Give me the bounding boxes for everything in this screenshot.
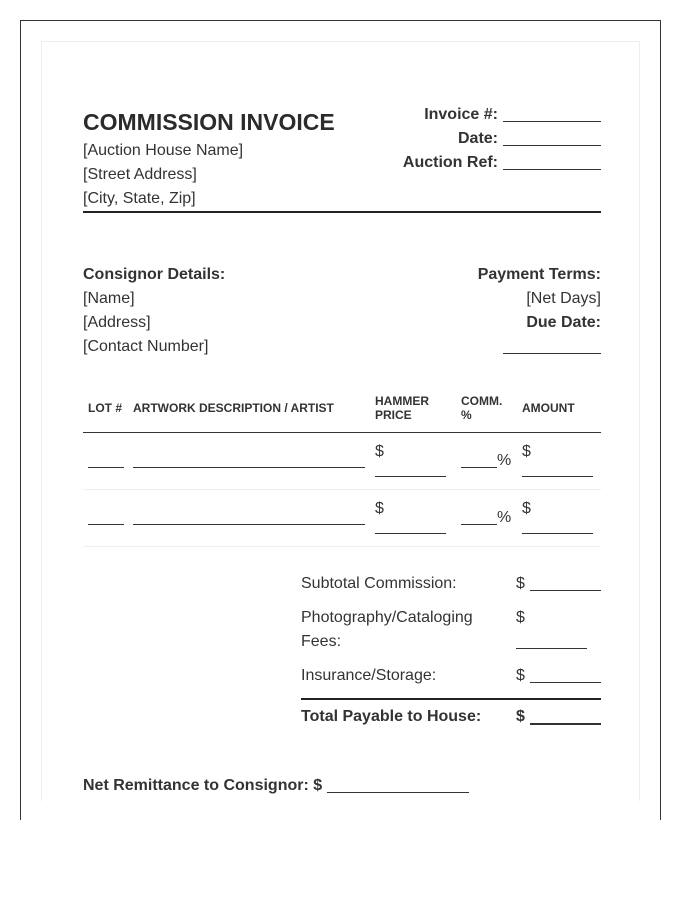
description-field[interactable] — [133, 467, 365, 468]
consignor-heading: Consignor Details: — [83, 266, 226, 283]
photography-fees-field[interactable] — [516, 648, 587, 649]
header-divider — [83, 211, 601, 213]
total-payable-label: Total Payable to House: — [301, 708, 482, 725]
date-field[interactable] — [503, 145, 601, 146]
invoice-number-field[interactable] — [503, 121, 601, 122]
insurance-storage-label: Insurance/Storage: — [301, 667, 437, 684]
photography-fees-label-line1: Photography/Cataloging — [301, 609, 473, 626]
col-header-description: ARTWORK DESCRIPTION / ARTIST — [133, 401, 334, 415]
amount-currency: $ — [522, 443, 531, 460]
col-header-hammer — [375, 394, 429, 422]
amount-field[interactable] — [522, 476, 593, 477]
hammer-price-field[interactable] — [375, 476, 446, 477]
row-divider — [83, 489, 601, 490]
col-header-amount: AMOUNT — [522, 401, 575, 415]
percent-sign: % — [497, 509, 512, 526]
description-field[interactable] — [133, 524, 365, 525]
invoice-title: COMMISSION INVOICE — [83, 109, 335, 135]
consignor-name: [Name] — [83, 290, 135, 307]
street-address: [Street Address] — [83, 166, 197, 183]
amount-currency: $ — [522, 500, 531, 517]
col-header-hammer-line1: HAMMER — [375, 394, 429, 408]
consignor-address: [Address] — [83, 314, 151, 331]
total-payable-field[interactable] — [530, 723, 601, 725]
photography-fees-label — [301, 606, 473, 654]
col-header-comm — [461, 394, 502, 422]
col-header-comm-line2: % — [461, 408, 472, 422]
net-remittance-label: Net Remittance to Consignor: $ — [83, 777, 323, 794]
invoice-number-label: Invoice #: — [424, 106, 498, 123]
subtotal-label: Subtotal Commission: — [301, 575, 457, 592]
commission-percent-field[interactable] — [461, 524, 497, 525]
col-header-lot: LOT # — [88, 401, 123, 415]
date-label: Date: — [457, 130, 498, 147]
lot-field[interactable] — [88, 524, 124, 525]
commission-percent-field[interactable] — [461, 467, 497, 468]
payment-terms-heading: Payment Terms: — [477, 266, 601, 283]
consignor-contact: [Contact Number] — [83, 338, 209, 355]
hammer-currency: $ — [375, 500, 384, 517]
amount-field[interactable] — [522, 533, 593, 534]
net-days: [Net Days] — [526, 290, 601, 307]
total-currency: $ — [516, 708, 525, 725]
auction-ref-label: Auction Ref: — [402, 154, 498, 171]
hammer-price-field[interactable] — [375, 533, 446, 534]
insurance-currency: $ — [516, 667, 525, 684]
col-header-comm-line1: COMM. — [461, 394, 503, 408]
due-date-label: Due Date: — [526, 314, 601, 331]
photography-fees-currency: $ — [516, 609, 525, 626]
hammer-currency: $ — [375, 443, 384, 460]
row-divider — [83, 546, 601, 547]
col-header-hammer-line2: PRICE — [375, 408, 412, 422]
city-state-zip: [City, State, Zip] — [83, 190, 196, 207]
invoice-document — [41, 41, 640, 801]
table-header-divider — [83, 432, 601, 433]
invoice-page-border — [20, 20, 661, 820]
subtotal-field[interactable] — [530, 590, 601, 591]
net-remittance-field[interactable] — [327, 792, 469, 793]
auction-house-name: [Auction House Name] — [83, 142, 244, 159]
photography-fees-label-line2: Fees: — [301, 633, 342, 650]
auction-ref-field[interactable] — [503, 169, 601, 170]
insurance-storage-field[interactable] — [530, 682, 601, 683]
subtotal-currency: $ — [516, 575, 525, 592]
total-divider — [301, 698, 601, 700]
percent-sign: % — [497, 452, 512, 469]
lot-field[interactable] — [88, 467, 124, 468]
due-date-field[interactable] — [503, 353, 601, 354]
